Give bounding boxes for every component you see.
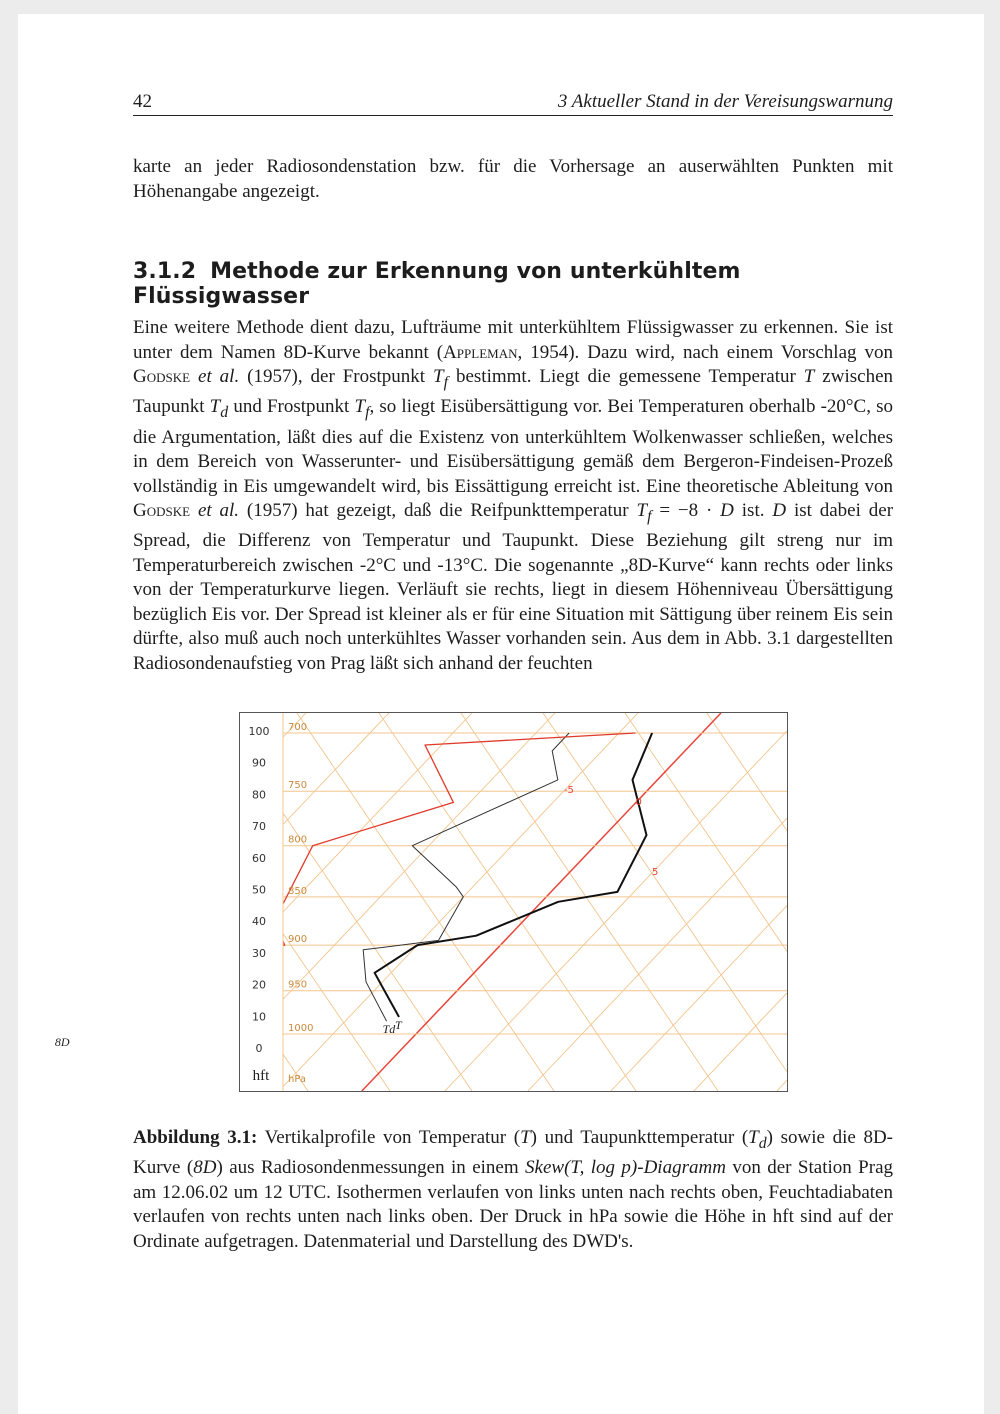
citation-author: Appleman (443, 341, 518, 363)
isotherm-label: 5 (652, 867, 659, 878)
height-tick-label: 100 (248, 725, 270, 738)
figure-caption: Abbildung 3.1: Vertikalprofile von Temperatur (T) und Taupunkttemperatur $(T_d)$ sowie die 8D-Kurve (8D) aus Radiosondenmessungen in einem Skew(T, log p)-Diagramm von der Station Prag am 12.06.02 um 12 UTC. Isothermen verlaufen von links unten nach rechts oben, Feuchtadiabaten verlaufen von rechts unten nach links oben. Der Druck in hPa sowie die Höhe in hft sind auf der Ordinate aufgetragen. Datenmaterial und Darstellung des DWD's. (133, 1127, 893, 1252)
body-paragraph: Eine weitere Methode dient dazu, Lufträume mit unterkühltem Flüssigwasser zu erkennen. Sie ist unter dem Namen 8D-Kurve bekannt (Appleman, 1954). Dazu wird, nach einem Vorschlag von Godske et al. (1957), der Frostpunkt $T_f$ bestimmt. Liegt die gemessene Temperatur T zwischen Taupunkt $T_d$ und Frostpunkt $T_f$, so liegt Eisübersättigung vor. Bei Temperaturen oberhalb -20°C, so die Argumentation, läßt dies auf die Existenz von unterkühltem Wolkenwasser schließen, welches in dem Bereich von Wasserunter- und Eisübersättigung gemäß dem Bergeron-Findeisen-Prozeß vollständig in Eis umgewandelt wird, bis Eissättigung erreicht ist. Eine theoretische Ableitung von Godske et al. (1957) hat gezeigt, daß die Reifpunkttemperatur $T_f = -8 \cdot D$ ist. D ist dabei der Spread, die Differenz von Temperatur und Taupunkt. Diese Beziehung gilt streng nur im Temperaturbereich zwischen -2°C und -13°C. Die sogenannte „8D-Kurve“ kann rechts oder links von der Temperaturkurve liegen. Verläuft sie rechts, liegt in diesem Höhenniveau Übersättigung bezüglich Eis vor. Der Spread ist kleiner als er für eine Situation mit Sättigung über reinem Eis sein dürfte, also muß auch noch unterkühltes Wasser vorhanden sein. Aus dem in Abb. 3.1 dargestellten Radiosondenaufstieg von Prag läßt sich anhand der feuchten (133, 317, 894, 674)
height-tick-label: 50 (252, 883, 266, 897)
pressure-tick-label: 850 (288, 885, 308, 897)
series-line-t (375, 733, 652, 1017)
series-label-8d: 8D (54, 1035, 70, 1049)
running-header (133, 91, 893, 116)
skewt-figure (54, 712, 788, 1092)
section-heading (133, 259, 893, 309)
pressure-tick-label: 900 (288, 934, 308, 946)
height-tick-label: 90 (252, 756, 266, 770)
citation-author: Godske (133, 500, 191, 522)
height-tick-label: 80 (252, 788, 266, 802)
skewt-chart (54, 713, 787, 1091)
height-tick-label: 0 (255, 1042, 263, 1055)
section-number: 3.1.2 (133, 259, 197, 284)
series-label-td: Td (382, 1022, 396, 1037)
caption-label: Abbildung 3.1: (133, 1127, 258, 1148)
height-unit-label: hft (252, 1068, 270, 1084)
page-number: 42 (133, 91, 152, 112)
isotherm-label: -5 (563, 785, 574, 796)
height-tick-label: 70 (252, 820, 266, 834)
pressure-tick-label: 700 (288, 722, 308, 733)
running-title: 3 Aktueller Stand in der Vereisungswarnung (557, 91, 893, 112)
intro-paragraph: karte an jeder Radiosondenstation bzw. für die Vorhersage an auserwählten Punkten mit Höhenangabe angezeigt. (133, 156, 893, 202)
height-tick-label: 40 (252, 915, 266, 929)
height-tick-label: 30 (252, 946, 266, 960)
height-tick-label: 10 (252, 1010, 266, 1024)
pressure-tick-label: 750 (288, 780, 308, 792)
citation-author: Godske (133, 366, 191, 387)
pressure-unit-label: hPa (288, 1074, 307, 1085)
height-tick-label: 60 (252, 851, 266, 865)
isotherm-label: 0 (635, 797, 642, 808)
section-title: Methode zur Erkennung von unterkühltem Flüssigwasser (133, 259, 741, 309)
pressure-tick-label: 1000 (288, 1023, 314, 1034)
height-tick-label: 20 (252, 978, 266, 992)
series-line-td (363, 733, 569, 1021)
pressure-tick-label: 800 (288, 834, 308, 846)
series-label-t: T (394, 1017, 402, 1032)
pressure-tick-label: 950 (288, 979, 308, 991)
